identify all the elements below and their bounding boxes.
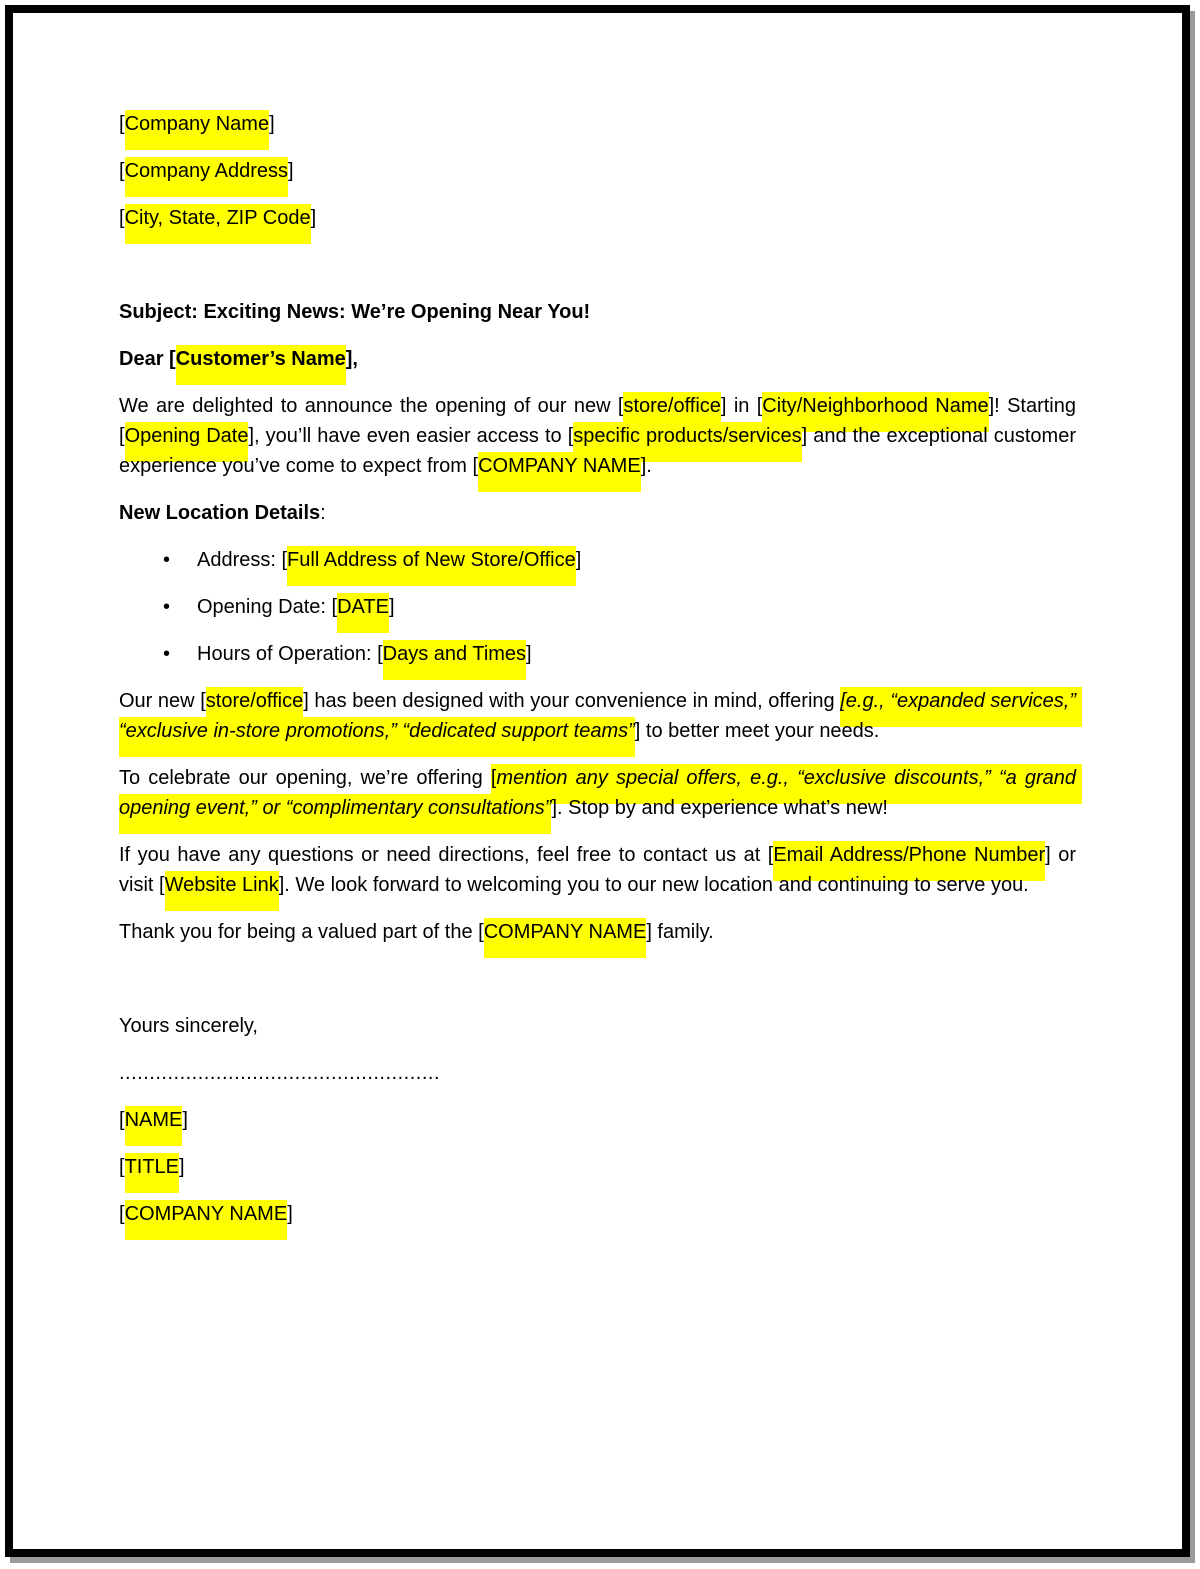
signature-dotted-line bbox=[119, 1058, 1076, 1088]
page-border bbox=[5, 5, 1190, 1557]
text-run: Thank you for being a valued part of the [ bbox=[119, 921, 484, 943]
letter-document bbox=[13, 13, 1182, 1229]
text-run: ] family. bbox=[646, 921, 714, 943]
placeholder-highlight: Website Link bbox=[165, 871, 279, 911]
text-run: ] bbox=[269, 113, 275, 135]
text-run: Address: [ bbox=[197, 549, 288, 571]
text-run: ]. We look forward to welcoming you to our new location and continuing to serve you. bbox=[278, 874, 1029, 896]
closing-line bbox=[119, 1011, 1076, 1041]
blank-line bbox=[119, 250, 1076, 280]
text-run: Yours sincerely, bbox=[119, 1015, 258, 1037]
bullet-address bbox=[119, 545, 1076, 575]
text-run: Opening Date: [ bbox=[197, 596, 338, 618]
sender-company-address bbox=[119, 156, 1076, 186]
text-run: ], you’ll have even easier access to [ bbox=[248, 425, 574, 447]
placeholder-highlight: DATE bbox=[337, 593, 389, 633]
placeholder-highlight: NAME bbox=[125, 1106, 183, 1146]
signature-name bbox=[119, 1105, 1076, 1135]
signature-company bbox=[119, 1199, 1076, 1229]
signature-title bbox=[119, 1152, 1076, 1182]
text-run: [ bbox=[119, 160, 125, 182]
celebrate-paragraph bbox=[119, 763, 1082, 823]
text-run: ]! Starting [ bbox=[119, 395, 1082, 447]
text-run: ] to better meet your needs. bbox=[634, 720, 880, 742]
text-run: ] in [ bbox=[720, 395, 763, 417]
text-run: ] bbox=[182, 1109, 188, 1131]
placeholder-highlight: City, State, ZIP Code bbox=[125, 204, 311, 244]
placeholder-highlight: COMPANY NAME bbox=[484, 918, 647, 958]
placeholder-highlight: store/office bbox=[623, 392, 720, 432]
placeholder-highlight: [e.g., “expanded services,” “exclusive in-store promotions,” “dedicated support teams” bbox=[119, 687, 1082, 757]
design-paragraph bbox=[119, 686, 1082, 746]
text-run: ] bbox=[388, 596, 395, 618]
text-run: : bbox=[320, 502, 326, 524]
text-run: Hours of Operation: [ bbox=[197, 643, 383, 665]
placeholder-highlight: Customer’s Name bbox=[176, 345, 346, 385]
placeholder-highlight: Company Address bbox=[125, 157, 288, 197]
text-run: [ bbox=[119, 1156, 125, 1178]
intro-paragraph bbox=[119, 391, 1082, 481]
placeholder-highlight: Opening Date bbox=[125, 422, 249, 462]
placeholder-highlight: City/Neighborhood Name bbox=[762, 392, 988, 432]
text-run: Subject: Exciting News: We’re Opening Near You! bbox=[119, 301, 591, 323]
blank-line bbox=[119, 964, 1076, 994]
text-run: ]. Stop by and experience what’s new! bbox=[551, 797, 888, 819]
thanks-paragraph bbox=[119, 917, 1076, 947]
text-run: ]. bbox=[640, 455, 652, 477]
placeholder-highlight: TITLE bbox=[125, 1153, 179, 1193]
text-run: ] bbox=[575, 549, 582, 571]
sender-city-state-zip bbox=[119, 203, 1076, 233]
text-run: [ bbox=[119, 113, 125, 135]
text-run: ], bbox=[345, 348, 358, 370]
placeholder-highlight: store/office bbox=[206, 687, 303, 727]
text-run: Dear [ bbox=[119, 348, 176, 370]
bullet-hours-of-operation bbox=[119, 639, 1076, 669]
placeholder-highlight: specific products/services bbox=[573, 422, 801, 462]
text-run: ] or visit [ bbox=[119, 844, 1082, 896]
placeholder-highlight: [ bbox=[491, 764, 497, 804]
text-run: ] has been designed with your convenience in mind, offering bbox=[303, 690, 841, 712]
placeholder-highlight: Company Name bbox=[125, 110, 270, 150]
text-run: [ bbox=[119, 1203, 125, 1225]
placeholder-highlight: mention any special offers, e.g., “exclusive discounts,” “a grand opening event,” or “complimentary consultations” bbox=[119, 764, 1082, 834]
subject-line bbox=[119, 297, 1076, 327]
bullet-opening-date bbox=[119, 592, 1076, 622]
text-run: To celebrate our opening, we’re offering bbox=[119, 767, 491, 789]
location-details-heading bbox=[119, 498, 1076, 528]
location-details-list bbox=[119, 545, 1076, 669]
text-run: Our new [ bbox=[119, 690, 206, 712]
placeholder-highlight: Days and Times bbox=[383, 640, 526, 680]
text-run: New Location Details bbox=[119, 502, 321, 524]
text-run: We are delighted to announce the opening of our new [ bbox=[119, 395, 624, 417]
text-run: ..................................................... bbox=[119, 1062, 441, 1084]
text-run: ] bbox=[287, 1203, 293, 1225]
placeholder-highlight: COMPANY NAME bbox=[478, 452, 641, 492]
text-run: ] bbox=[287, 160, 294, 182]
text-run: [ bbox=[119, 207, 125, 229]
placeholder-highlight: Email Address/Phone Number bbox=[773, 841, 1045, 881]
sender-company-name bbox=[119, 109, 1076, 139]
text-run: ] bbox=[310, 207, 317, 229]
greeting-line bbox=[119, 344, 1076, 374]
text-run: ] bbox=[526, 643, 532, 665]
contact-paragraph bbox=[119, 840, 1082, 900]
placeholder-highlight: Full Address of New Store/Office bbox=[287, 546, 576, 586]
text-run: ] and the exceptional customer experience you’ve come to expect from [ bbox=[119, 425, 1082, 477]
placeholder-highlight: COMPANY NAME bbox=[125, 1200, 288, 1240]
text-run: ] bbox=[179, 1156, 185, 1178]
text-run: [ bbox=[119, 1109, 125, 1131]
text-run: If you have any questions or need directions, feel free to contact us at [ bbox=[119, 844, 774, 866]
